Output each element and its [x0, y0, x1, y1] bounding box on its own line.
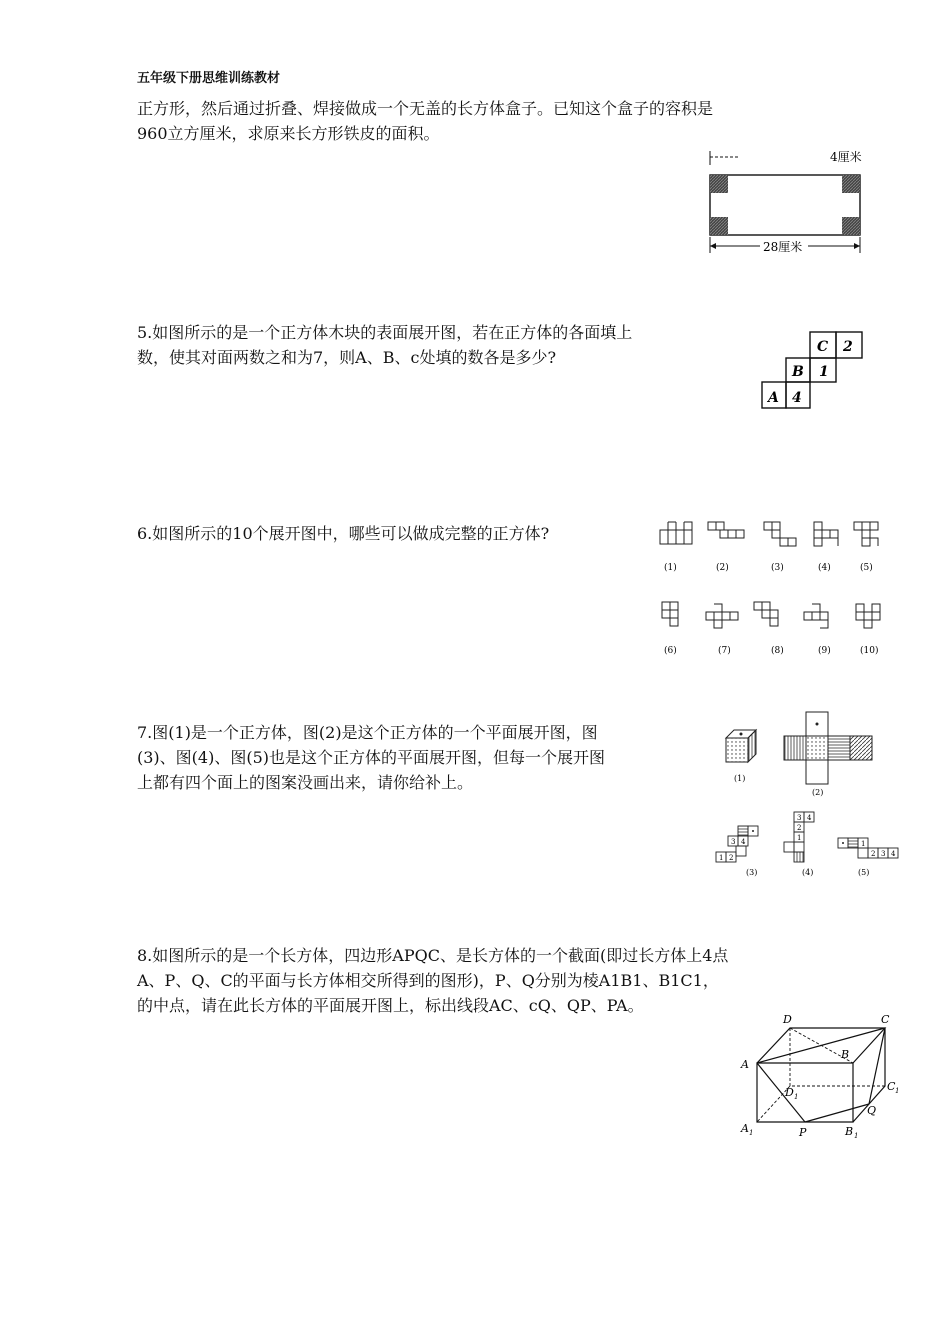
corner-square [842, 217, 860, 235]
vertex-A1: A [741, 1122, 749, 1135]
problem-7-text [137, 720, 605, 795]
problem-6-line-1: 6.如图所示的10个展开图中，哪些可以做成完整的正方体? [137, 524, 550, 543]
corner-square [842, 175, 860, 193]
problem-8-line-1: 8.如图所示的是一个长方体，四边形APQC、是长方体的一个截面(即过长方体上4点 [137, 946, 729, 965]
vertex-C: C [881, 1013, 890, 1026]
net-label: (3) [771, 563, 784, 573]
fig-label: (2) [812, 788, 824, 797]
problem-8-line-2: A、P、Q、C的平面与长方体相交所得到的图形)，P、Q分别为棱A1B1、B1C1， [137, 971, 719, 990]
svg-text:2: 2 [797, 824, 802, 832]
width-label: 28厘米 [763, 240, 803, 254]
svg-text:4: 4 [891, 850, 896, 858]
face-1: 1 [819, 364, 829, 380]
fig-label: (4) [802, 868, 814, 877]
svg-text:3: 3 [731, 838, 736, 846]
svg-text:2: 2 [729, 854, 734, 862]
vertex-D1: D [785, 1086, 794, 1099]
problem-7-line-3: 上都有四个面上的图案没画出来，请你给补上。 [137, 773, 474, 792]
problem-7-line-1: 7.图(1)是一个正方体，图(2)是这个正方体的一个平面展开图，图 [137, 723, 598, 742]
problem-4-line-1: 正方形，然后通过折叠、焊接做成一个无盖的长方体盒子。已知这个盒子的容积是 [137, 99, 714, 118]
problem-4-figure [700, 145, 875, 260]
fig-label: (5) [858, 868, 870, 877]
problem-5-figure [752, 322, 867, 412]
page-header: 五年级下册思维训练教材 [137, 71, 281, 86]
face-B: B [792, 364, 804, 380]
net-label: (7) [718, 646, 731, 656]
sheet-outline [710, 175, 860, 235]
problem-5-line-1: 5.如图所示的是一个正方体木块的表面展开图，若在正方体的各面填上 [137, 323, 633, 342]
net-label: (10) [860, 646, 879, 656]
svg-text:1: 1 [861, 840, 866, 848]
net-label: (1) [664, 563, 677, 573]
problem-8-figure [735, 1010, 905, 1140]
problem-5-text [137, 320, 632, 370]
vertex-C1: C [887, 1080, 896, 1093]
vertex-B: B [841, 1048, 850, 1061]
fig-label: (3) [746, 868, 758, 877]
vertex-A: A [741, 1058, 749, 1071]
fig-label: (1) [734, 774, 746, 783]
svg-text:1: 1 [719, 854, 724, 862]
vertex-D: D [783, 1013, 792, 1026]
svg-text:1: 1 [895, 1087, 900, 1095]
svg-text:3: 3 [881, 850, 886, 858]
problem-8-text [137, 943, 728, 1018]
net-label: (8) [771, 646, 784, 656]
net-label: (2) [716, 563, 729, 573]
problem-6-text [137, 521, 549, 546]
corner-square [710, 217, 728, 235]
problem-4-text [137, 96, 713, 146]
net-label: (9) [818, 646, 831, 656]
svg-text:3: 3 [797, 814, 802, 822]
problem-5-line-2: 数，使其对面两数之和为7，则A、B、c处填的数各是多少? [137, 348, 557, 367]
problem-4-line-2: 960立方厘米，求原来长方形铁皮的面积。 [137, 124, 440, 143]
svg-text:1: 1 [797, 834, 802, 842]
svg-text:1: 1 [794, 1093, 799, 1101]
face-A: A [768, 390, 779, 406]
net-label: (6) [664, 646, 677, 656]
vertex-Q: Q [867, 1104, 877, 1117]
svg-text:2: 2 [871, 850, 876, 858]
problem-8-line-3: 的中点，请在此长方体的平面展开图上，标出线段AC、cQ、QP、PA。 [137, 996, 644, 1015]
vertex-B1: B [845, 1125, 854, 1138]
problem-7-figure [706, 708, 902, 880]
svg-text:1: 1 [749, 1129, 754, 1137]
svg-text:1: 1 [854, 1132, 859, 1140]
face-2: 2 [843, 339, 853, 355]
problem-6-figure [650, 512, 895, 662]
face-C: C [817, 339, 829, 355]
face-4: 4 [792, 390, 802, 406]
svg-text:4: 4 [807, 814, 812, 822]
net-label: (5) [860, 563, 873, 573]
corner-size-label: 4厘米 [830, 150, 862, 164]
corner-square [710, 175, 728, 193]
svg-text:4: 4 [741, 838, 746, 846]
problem-7-line-2: (3)、图(4)、图(5)也是这个正方体的平面展开图，但每一个展开图 [137, 748, 605, 767]
net-label: (4) [818, 563, 831, 573]
vertex-P: P [799, 1126, 807, 1139]
